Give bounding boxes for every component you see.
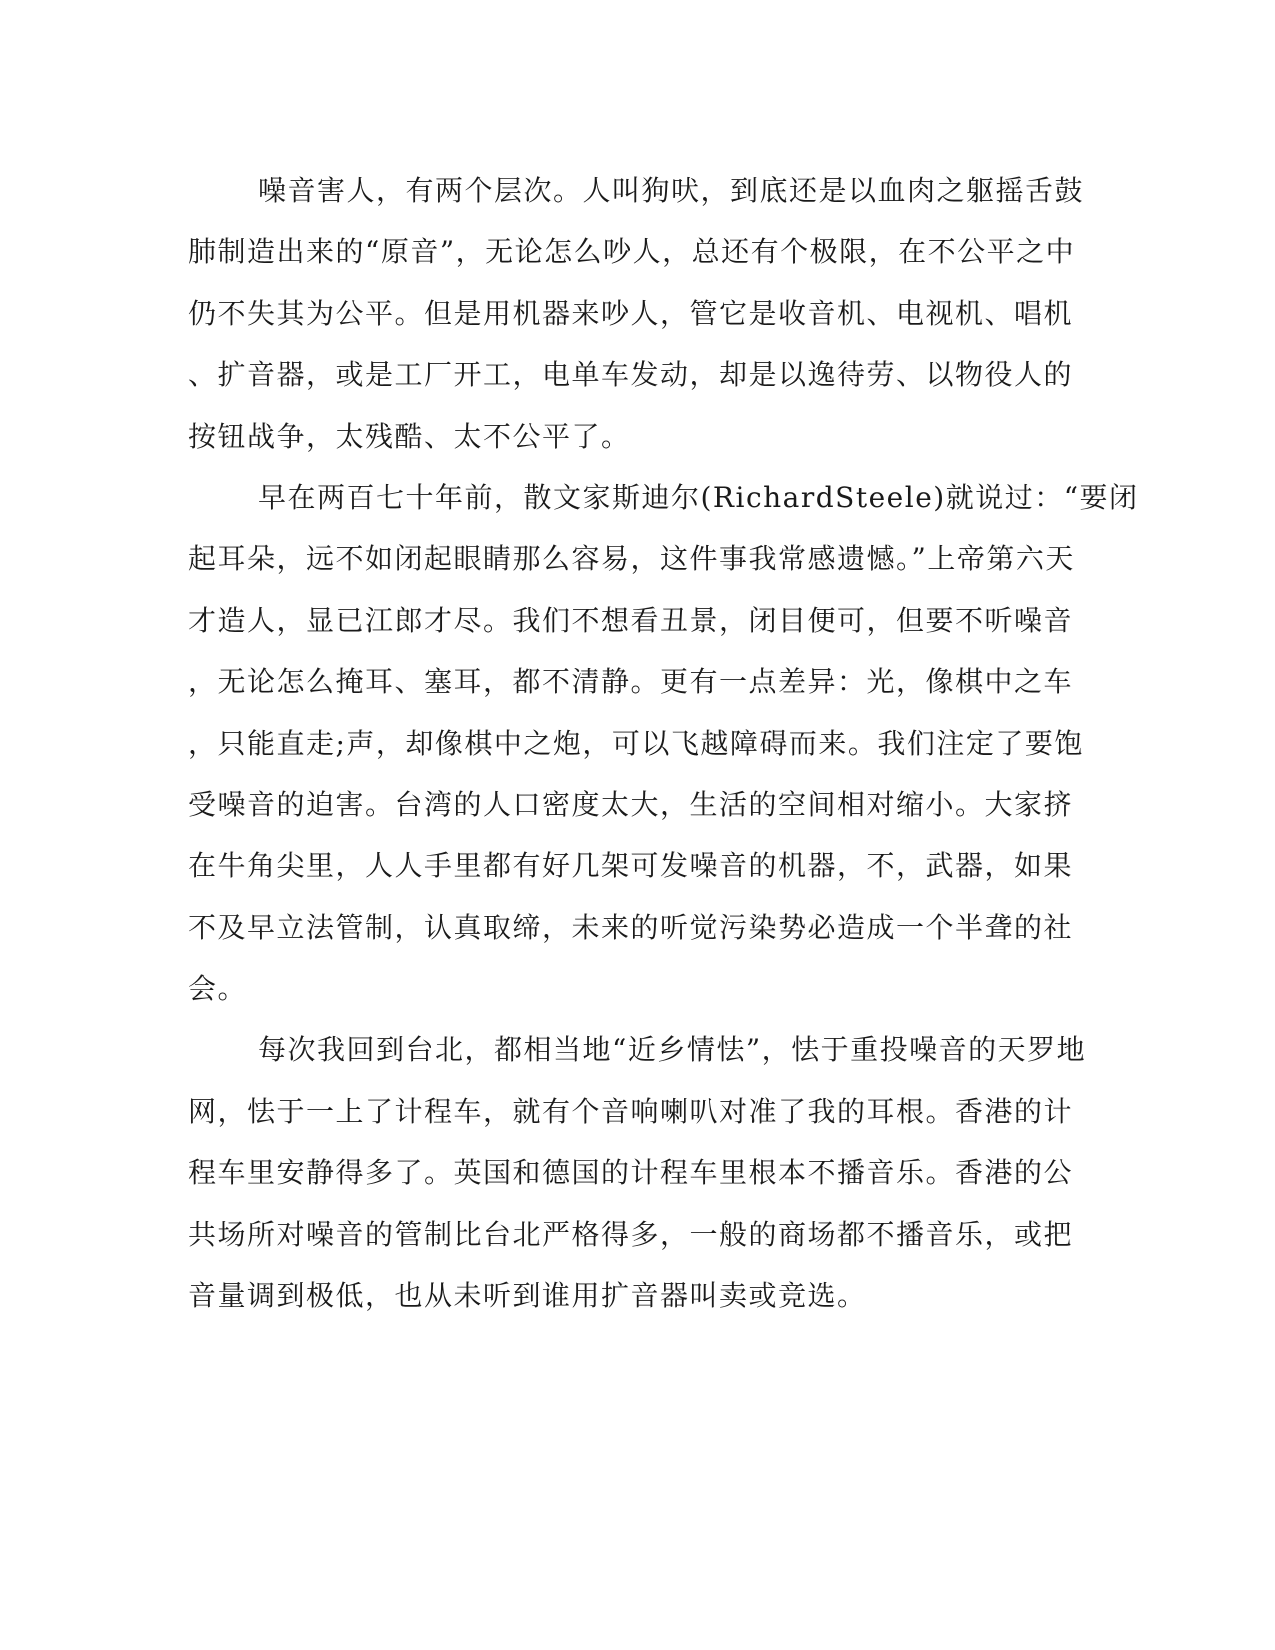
text-line: 不及早立法管制，认真取缔，未来的听觉污染势必造成一个半聋的社 — [188, 910, 1074, 944]
text-line: 每次我回到台北，都相当地“近乡情怯”，怯于重投噪音的天罗地 — [258, 1033, 1087, 1067]
text-line: 噪音害人，有两个层次。人叫狗吠，到底还是以血肉之躯摇舌鼓 — [258, 174, 1085, 207]
text-line: 仍不失其为公平。但是用机器来吵人，管它是收音机、电视机、唱机 — [188, 296, 1074, 330]
text-line: 、扩音器，或是工厂开工，电单车发动，却是以逸待劳、以物役人的 — [188, 358, 1074, 392]
text-line: 受噪音的迫害。台湾的人口密度太大，生活的空间相对缩小。大家挤 — [188, 787, 1074, 821]
text-line: 早在两百七十年前，散文家斯迪尔(RichardSteele)就说过：“要闭 — [258, 480, 1139, 514]
paragraph-3 — [188, 1019, 1087, 1326]
paragraph-2 — [188, 467, 1139, 1020]
text-line: ，无论怎么掩耳、塞耳，都不清静。更有一点差异：光，像棋中之车 — [188, 665, 1074, 699]
text-line: 程车里安静得多了。英国和德国的计程车里根本不播音乐。香港的公 — [188, 1156, 1074, 1190]
text-line: ，只能直走;声，却像棋中之炮，可以飞越障碍而来。我们注定了要饱 — [188, 726, 1084, 760]
paragraph-1 — [188, 160, 1085, 467]
text-line: 肺制造出来的“原音”，无论怎么吵人，总还有个极限，在不公平之中 — [188, 235, 1076, 269]
text-line: 在牛角尖里，人人手里都有好几架可发噪音的机器，不，武器，如果 — [188, 849, 1074, 883]
text-line: 网，怯于一上了计程车，就有个音响喇叭对准了我的耳根。香港的计 — [188, 1094, 1074, 1128]
document-body — [188, 160, 1139, 1326]
text-line: 会。 — [188, 972, 248, 1006]
text-line: 起耳朵，远不如闭起眼睛那么容易，这件事我常感遗憾。”上帝第六天 — [188, 542, 1075, 576]
text-line: 才造人，显已江郎才尽。我们不想看丑景，闭目便可，但要不听噪音 — [188, 603, 1074, 637]
text-line: 按钮战争，太残酷、太不公平了。 — [188, 419, 631, 453]
text-line: 音量调到极低，也从未听到谁用扩音器叫卖或竞选。 — [188, 1279, 867, 1313]
text-line: 共场所对噪音的管制比台北严格得多，一般的商场都不播音乐，或把 — [188, 1217, 1074, 1251]
